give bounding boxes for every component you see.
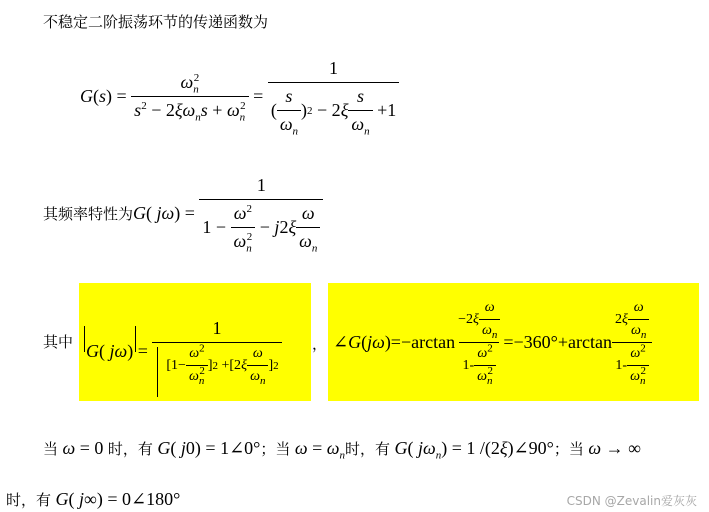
transfer-function-equation: G ( s ) = $\frac{\omega_n^2}{s^2 - 2\xi\omega_ns + \omega_n^2}$ = 1 ( $\frac{s}{\omega_n}$ ) 2 − 2 ξ $\frac{s}{\omega_n}$ +1 xyxy=(80,58,399,135)
cond-text-4: 时，有 xyxy=(344,440,390,458)
conditions-line: 当 ω = 0 时，有 G( j0) = 1∠0° ；当 $\omega = \omega_n$ 时，有 G( $j\omega_n) = 1$ /(2ξ)∠90° ；当 ω → ∞ xyxy=(43,438,641,462)
magnitude-equation: G ( jω ) = 1 [1− $\frac{\omega^2}{\omega_n^2}$ ] 2 +[2 ξ $\frac{\omega}{\omega_n}$ ] 2 xyxy=(86,318,282,385)
final-line: 时，有 G( j∞) = 0∠180° xyxy=(6,489,181,509)
separator-comma: ， xyxy=(312,335,328,353)
intro-text: 不稳定二阶振荡环节的传递函数为 xyxy=(43,13,269,31)
qizhong-text: 其中 xyxy=(43,333,74,351)
cond-text-1: 当 xyxy=(43,440,59,458)
abs-bar-left xyxy=(84,326,85,352)
sqrt-sign xyxy=(157,347,158,397)
frequency-characteristic-line: 其频率特性为 G ( jω ) = 1 1 − $\frac{\omega^2}{\omega_n^2}$ − j 2 ξ $\frac{\omega}{\omega_n}$ xyxy=(43,175,323,252)
cond-text-6: 时，有 xyxy=(6,491,52,509)
cond-text-5: ；当 xyxy=(553,440,584,458)
cond-text-2: 时，有 xyxy=(107,440,153,458)
watermark: CSDN @Zevalin爱灰灰 xyxy=(566,494,697,508)
cond-text-3: ；当 xyxy=(260,440,291,458)
abs-bar-right xyxy=(135,326,136,352)
phase-equation: ∠ G ( jω )=−arctan −2 ξ $\frac{\omega}{\omega_n}$ 1- $\frac{\omega^2}{\omega_n^2}$ =−360°+arctan 2 ξ $\frac{\omega}{\omega_n}$ 1- $\frac{\omega^2}{\omega_n^2}$ xyxy=(333,300,652,385)
freq-intro-text: 其频率特性为 xyxy=(43,205,134,223)
